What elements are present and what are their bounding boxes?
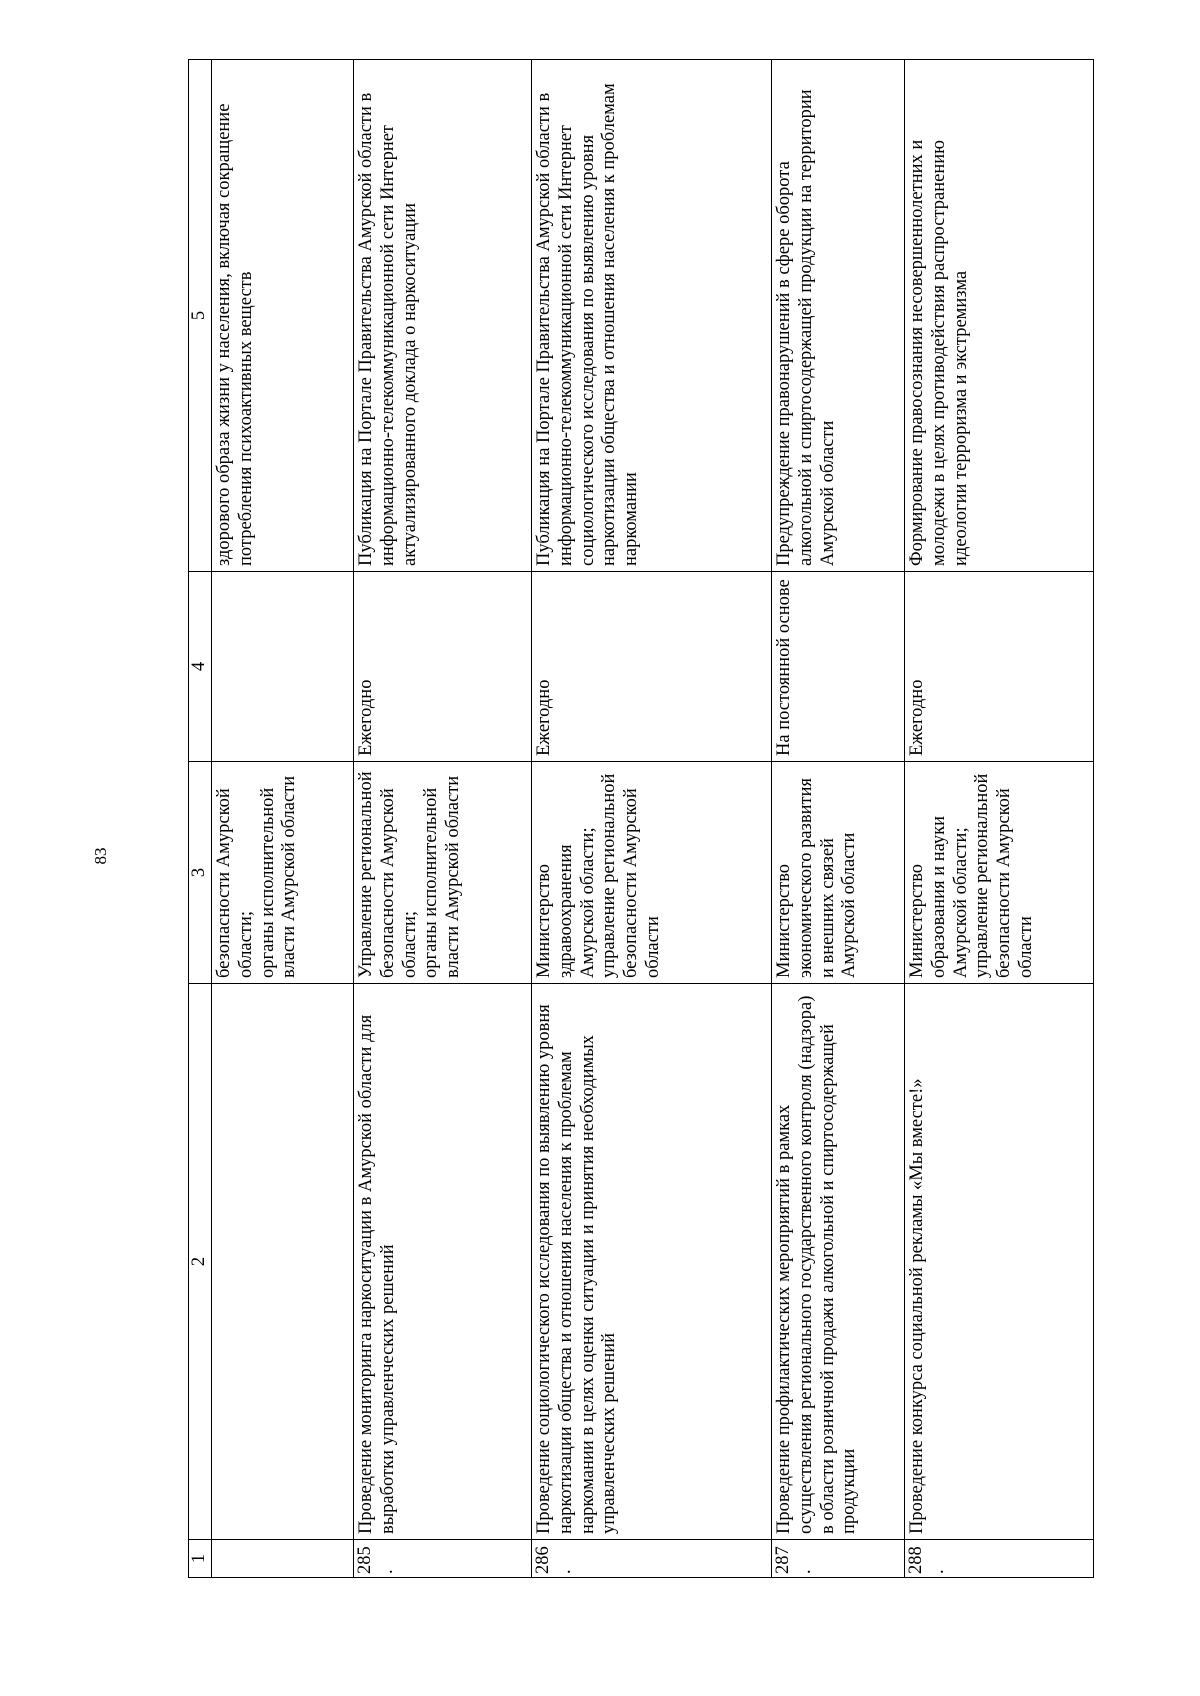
table-row [772, 60, 905, 1578]
event-cell: Проведение профилактических мероприятий в рамках осуществления регионального государственного контроля (надзора) в области розничной продажи алкогольной и спиртосодержащей продукции [772, 984, 905, 1540]
table-row [532, 60, 772, 1578]
event-cell [212, 984, 354, 1540]
term-cell: Ежегодно [905, 572, 1094, 762]
table-row [354, 60, 532, 1578]
table-header-row [189, 60, 212, 1578]
executor-cell: Министерство экономического развития и внешних связей Амурской области [772, 762, 905, 984]
row-number: 288. [905, 1540, 1094, 1578]
table-row [905, 60, 1094, 1578]
column-header: 5 [189, 60, 212, 572]
column-header: 2 [189, 984, 212, 1540]
column-header: 1 [189, 1540, 212, 1578]
term-cell: На постоянной основе [772, 572, 905, 762]
rotated-table-wrapper [188, 60, 1142, 1578]
event-cell: Проведение конкурса социальной рекламы «Мы вместе!» [905, 984, 1094, 1540]
column-header: 4 [189, 572, 212, 762]
result-cell: Предупреждение правонарушений в сфере оборота алкогольной и спиртосодержащей продукции на территории Амурской области [772, 60, 905, 572]
row-number: 287. [772, 1540, 905, 1578]
executor-cell: Управление региональной безопасности Амурской области; органы исполнительной власти Амурской области [354, 762, 532, 984]
term-cell: Ежегодно [532, 572, 772, 762]
column-header: 3 [189, 762, 212, 984]
events-table [188, 59, 1094, 1578]
result-cell: Формирование правосознания несовершеннолетних и молодежи в целях противодействия распространению идеологии терроризма и экстремизма [905, 60, 1094, 572]
event-cell: Проведение мониторинга наркоситуации в Амурской области для выработки управленческих решений [354, 984, 532, 1540]
term-cell [212, 572, 354, 762]
row-number [212, 1540, 354, 1578]
table-row [212, 60, 354, 1578]
executor-cell [212, 762, 354, 984]
page-number: 83 [91, 847, 110, 865]
executor-text: безопасности Амурской области; органы исполнительной власти Амурской области [214, 775, 300, 978]
executor-cell: Министерство здравоохранения Амурской области; управление региональной безопасности Амурской области [532, 762, 772, 984]
row-number: 286. [532, 1540, 772, 1578]
result-cell: здорового образа жизни у населения, включая сокращение потребления психоактивных веществ [212, 60, 354, 572]
row-number: 285. [354, 1540, 532, 1578]
result-cell: Публикация на Портале Правительства Амурской области в информационно-телекоммуникационной сети Интернет актуализированного доклада о наркоситуации [354, 60, 532, 572]
result-cell: Публикация на Портале Правительства Амурской области в информационно-телекоммуникационной сети Интернет социологического исследования по выявлению уровня наркотизации общества и отношения населения к проблемам наркомании [532, 60, 772, 572]
event-cell: Проведение социологического исследования по выявлению уровня наркотизации общества и отношения населения к проблемам наркомании в целях оценки ситуации и принятия необходимых управленческих решений [532, 984, 772, 1540]
executor-cell: Министерство образования и науки Амурской области; управление региональной безопасности Амурской области [905, 762, 1094, 984]
term-cell: Ежегодно [354, 572, 532, 762]
